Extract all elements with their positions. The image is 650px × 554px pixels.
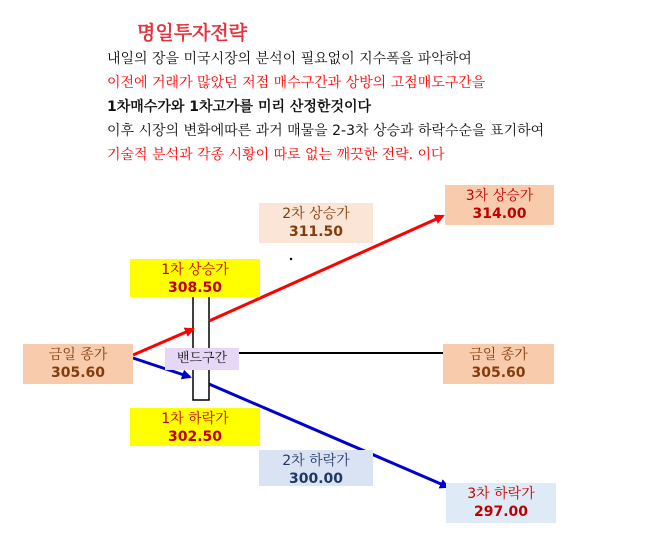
text-line-1: 내일의 장을 미국시장의 분석이 필요없이 지수폭을 파악하여 [107, 51, 472, 67]
fall3-label: 3차 하락가 [467, 486, 535, 502]
text-line-2: 이전에 거래가 많았던 저점 매수구간과 상방의 고점매도구간을 [107, 75, 486, 91]
close-left-box [23, 344, 133, 384]
close-left-label: 금일 종가 [48, 347, 108, 363]
close-left-value: 305.60 [50, 365, 106, 381]
band-label: 밴드구간 [165, 348, 239, 370]
rise2-label: 2차 상승가 [282, 206, 350, 222]
strategy-title: 명일투자전략 [137, 22, 248, 44]
fall3-box [446, 483, 556, 523]
rise2-value: 311.50 [288, 224, 344, 240]
rise1-value: 308.50 [167, 280, 223, 296]
close-right-label: 금일 종가 [469, 347, 528, 363]
rise3-value: 314.00 [472, 206, 527, 222]
rise1-box [130, 259, 260, 297]
fall2-value: 300.00 [288, 471, 344, 487]
rise1-label: 1차 상승가 [161, 262, 229, 278]
fall2-box [259, 450, 373, 486]
text-line-3: 1차매수가와 1차고가를 미리 산정한것이다 [107, 99, 372, 115]
fall1-value: 302.50 [167, 429, 223, 445]
fall1-label: 1차 하락가 [161, 411, 229, 427]
close-right-box [443, 344, 554, 384]
rise3-box [445, 185, 554, 225]
text-line-4: 이후 시장의 변화에따른 과거 매물을 2-3차 상승과 하락수순을 표기하여 [107, 123, 545, 139]
fall3-value: 297.00 [473, 504, 529, 520]
fall2-label: 2차 하락가 [282, 453, 350, 469]
close-right-value: 305.60 [471, 365, 526, 381]
rise2-box [259, 203, 373, 243]
text-line-5: 기술적 분석과 각종 시황이 따로 없는 깨끗한 전략. 이다 [107, 147, 445, 163]
rise3-label: 3차 상승가 [465, 188, 534, 204]
stray-dot [290, 258, 292, 260]
fall1-box [130, 408, 260, 446]
